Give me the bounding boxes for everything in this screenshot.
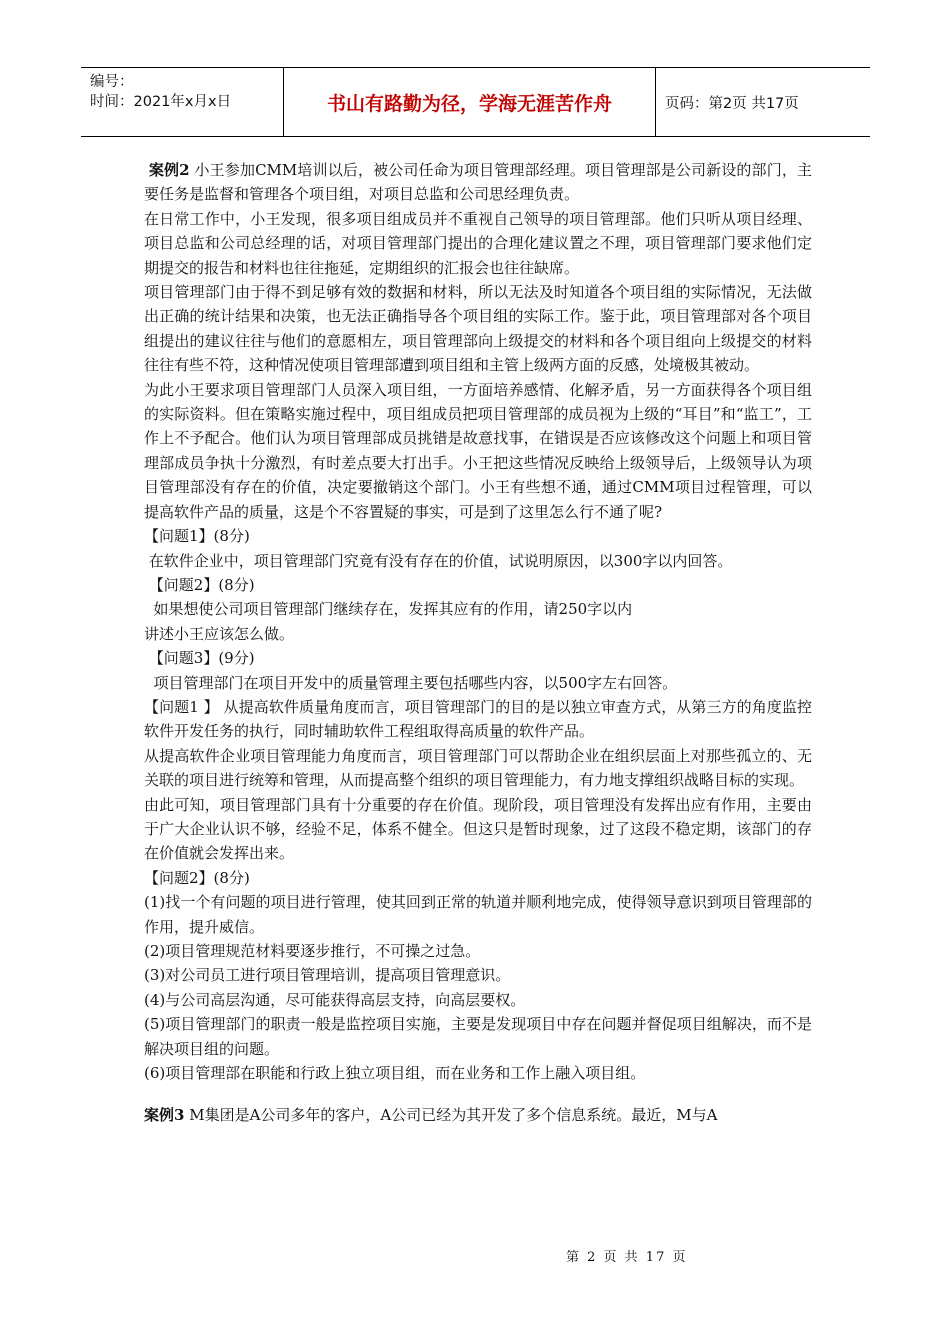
question-3-text: 项目管理部门在项目开发中的质量管理主要包括哪些内容，以500字左右回答。 <box>144 673 678 692</box>
time-label: 时间：2021年x月x日 <box>90 94 232 110</box>
question-2-text-cont: 讲述小王应该怎么做。 <box>144 624 295 643</box>
question-2-text: 如果想使公司项目管理部门继续存在，发挥其应有的作用，请250字以内 <box>144 600 633 619</box>
answer-2-item: (2)项目管理规范材料要逐步推行，不可操之过急。 <box>144 942 481 960</box>
case2-title: 案例2 <box>148 161 190 179</box>
answer-1-paragraph: 【问题1 】 从提高软件质量角度而言，项目管理部门的目的是以独立审查方式，从第三方的角度监控软件开发任务的执行，同时辅助软件工程组取得高质量的软件产品。 <box>144 697 812 741</box>
answer-1-paragraph: 从提高软件企业项目管理能力角度而言，项目管理部门可以帮助企业在组织层面上对那些孤立的、无关联的项目进行统筹和管理，从而提高整个组织的项目管理能力，有力地支撑组织战略目标的实现。 <box>144 746 812 790</box>
question-1-label: 【问题1】(8分) <box>144 527 250 546</box>
case2-paragraph: 在日常工作中，小王发现，很多项目组成员并不重视自己领导的项目管理部。他们只听从项目经理、项目总监和公司总经理的话，对项目管理部门提出的合理化建议置之不理，项目管理部门要求他们定期提交的报告和材料也往往拖延，定期组织的汇报会也往往缺席。 <box>144 209 812 277</box>
question-2-label: 【问题2】(8分) <box>144 575 255 594</box>
page-footer: 第 2 页 共 17 页 <box>566 1250 688 1265</box>
case2-paragraph: 小王参加CMM培训以后，被公司任命为项目管理部经理。项目管理部是公司新设的部门，主要任务是监督和管理各个项目组，对项目总监和公司思经理负责。 <box>144 161 812 204</box>
case2-paragraph: 为此小王要求项目管理部门人员深入项目组，一方面培养感情、化解矛盾，另一方面获得各个项目组的实际资料。但在策略实施过程中，项目组成员把项目管理部的成员视为上级的“耳目”和“监工”，工作上不予配合。他们认为项目管理部成员挑错是故意找事，在错误是否应该修改这个问题上和项目管理部成员争执十分激烈，有时差点要大打出手。小王把这些情况反映给上级领导后，上级领导认为项目管理部没有存在的价值，决定要撤销这个部门。小王有些想不通，通过CMM项目过程管理，可以提高软件产品的质量，这是个不容置疑的事实，可是到了这里怎么行不通了呢? <box>144 380 812 521</box>
header-info <box>81 68 284 136</box>
answer-2-item: (5)项目管理部门的职责一般是监控项目实施，主要是发现项目中存在问题并督促项目组解决，而不是解决项目组的问题。 <box>144 1015 812 1058</box>
answer-2-item: (3)对公司员工进行项目管理培训，提高项目管理意识。 <box>144 966 511 985</box>
case2-paragraph: 项目管理部门由于得不到足够有效的数据和材料，所以无法及时知道各个项目组的实际情况，无法做出正确的统计结果和决策，也无法正确指导各个项目组的实际工作。鉴于此，项目管理部对各个项目组提出的建议往往与他们的意愿相左，项目管理部向上级提交的材料和各个项目组向上级提交的材料往往有些不符，这种情况使项目管理部遭到项目组和主管上级两方面的反感，处境极其被动。 <box>144 283 812 375</box>
answer-2-label: 【问题2】(8分) <box>144 868 250 887</box>
case3-text: M集团是A公司多年的客户，A公司已经为其开发了多个信息系统。最近，M与A <box>184 1106 718 1125</box>
answer-2-item: (4)与公司高层沟通，尽可能获得高层支持，向高层要权。 <box>144 990 526 1009</box>
case3-intro <box>144 1103 812 1127</box>
header-motto: 书山有路勤为径，学海无涯苦作舟 <box>284 68 656 136</box>
header-page-label: 页码：第2页 共17页 <box>665 95 799 112</box>
answer-1-paragraph: 由此可知，项目管理部门具有十分重要的存在价值。现阶段，项目管理没有发挥出应有作用，主要由于广大企业认识不够，经验不足，体系不健全。但这只是暂时现象，过了这段不稳定期，该部门的存在价值就会发挥出来。 <box>144 795 812 863</box>
page-header <box>81 67 870 137</box>
answer-2-item: (6)项目管理部在职能和行政上独立项目组，而在业务和工作上融入项目组。 <box>144 1064 646 1083</box>
document-body <box>144 158 812 1128</box>
number-label: 编号： <box>90 74 134 90</box>
case3-title: 案例3 <box>144 1106 185 1125</box>
question-3-label: 【问题3】(9分) <box>144 649 255 668</box>
paragraph-gap <box>144 1085 812 1103</box>
question-1-text: 在软件企业中，项目管理部门究竟有没有存在的价值，试说明原因，以300字以内回答。 <box>144 551 733 570</box>
case2-intro <box>144 158 812 207</box>
answer-2-item: (1)找一个有问题的项目进行管理，使其回到正常的轨道并顺利地完成，使得领导意识到项目管理部的作用，提升威信。 <box>144 893 812 936</box>
